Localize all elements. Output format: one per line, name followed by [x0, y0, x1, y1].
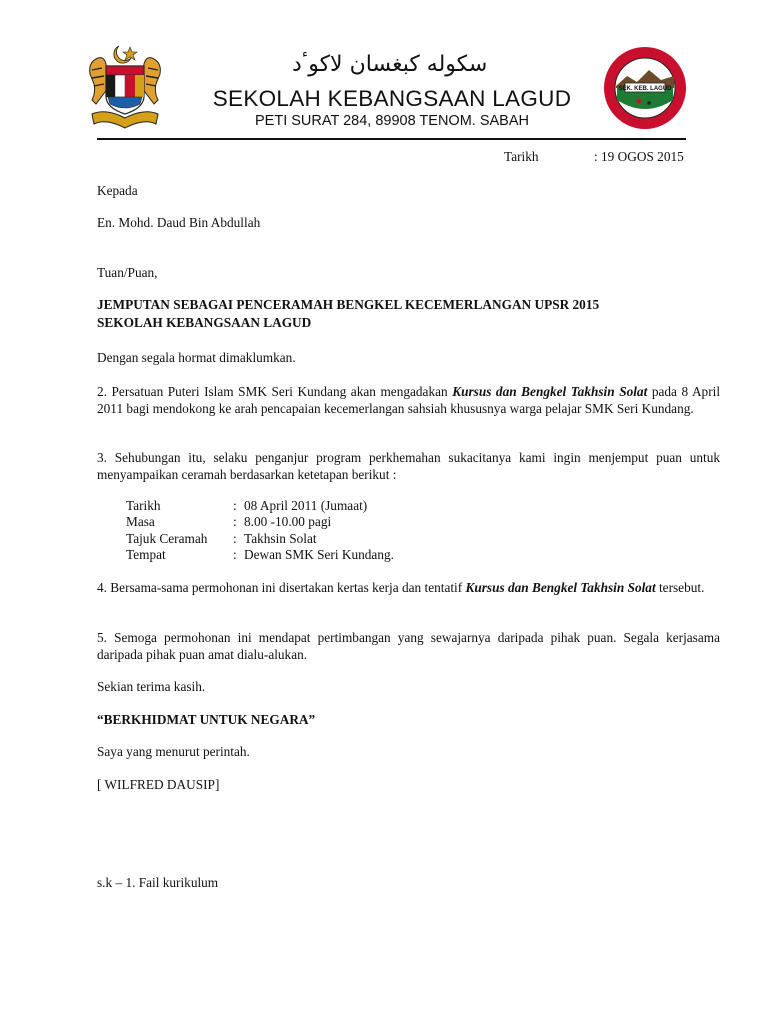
detail-colon: :: [233, 531, 237, 546]
recipient-name: En. Mohd. Daud Bin Abdullah: [97, 215, 261, 230]
school-logo: [603, 46, 687, 130]
paragraph-4-before: 4. Bersama-sama permohonan ini disertakan kertas kerja dan tentatif: [97, 580, 466, 595]
detail-colon: :: [233, 498, 237, 513]
school-name: SEKOLAH KEBANGSAAN LAGUD: [212, 86, 572, 111]
detail-colon: :: [233, 514, 237, 529]
paragraph-2-emphasis: Kursus dan Bengkel Takhsin Solat: [452, 384, 648, 399]
detail-value-venue: Dewan SMK Seri Kundang.: [244, 547, 394, 562]
subject-line-1: JEMPUTAN SEBAGAI PENCERAMAH BENGKEL KECEMERLANGAN UPSR 2015: [97, 297, 600, 312]
paragraph-4-emphasis: Kursus dan Bengkel Takhsin Solat: [465, 580, 656, 595]
paragraph-4: [97, 579, 720, 596]
recipient-to-label: Kepada: [97, 183, 138, 198]
motto: “BERKHIDMAT UNTUK NEGARA”: [97, 712, 316, 727]
school-address: PETI SURAT 284, 89908 TENOM. SABAH: [255, 113, 529, 129]
paragraph-2: [97, 383, 720, 417]
salutation: Tuan/Puan,: [97, 265, 158, 280]
paragraph-5: 5. Semoga permohonan ini mendapat pertimbangan yang sewajarnya daripada pihak puan. Segala kerjasama daripada pihak puan amat dialu-alukan.: [97, 630, 720, 662]
logo-text: SEK. KEB. LAGUD: [618, 86, 672, 92]
subject-line-2: SEKOLAH KEBANGSAAN LAGUD: [97, 315, 312, 330]
paragraph-2-before: 2. Persatuan Puteri Islam SMK Seri Kundang akan mengadakan: [97, 384, 453, 399]
date-value: : 19 OGOS 2015: [594, 149, 684, 164]
signatory: [ WILFRED DAUSIP]: [97, 777, 220, 792]
detail-label-time: Masa: [126, 514, 155, 529]
letterhead-divider: [97, 138, 686, 140]
copy-to: s.k – 1. Fail kurikulum: [97, 875, 219, 890]
detail-value-date: 08 April 2011 (Jumaat): [244, 498, 368, 513]
detail-value-topic: Takhsin Solat: [244, 531, 317, 546]
detail-label-venue: Tempat: [126, 547, 166, 562]
closing-line: Saya yang menurut perintah.: [97, 744, 250, 759]
opening-line: Dengan segala hormat dimaklumkan.: [97, 350, 296, 365]
date-label: Tarikh: [504, 149, 539, 164]
detail-value-time: 8.00 -10.00 pagi: [244, 514, 332, 529]
school-name-jawi: سكوله كبغسان لاكوٴد: [292, 52, 488, 77]
detail-label-topic: Tajuk Ceramah: [126, 531, 208, 546]
detail-colon: :: [233, 547, 237, 562]
paragraph-4-after: tersebut.: [655, 580, 705, 595]
paragraph-2-after: pada 8 April 2011 bagi mendokong ke arah pencapaian kecemerlangan sahsiah khususnya warga pelajar SMK Seri Kundang.: [97, 384, 721, 416]
detail-label-date: Tarikh: [126, 498, 161, 513]
paragraph-3: 3. Sehubungan itu, selaku penganjur program perkhemahan sukacitanya kami ingin menjemput puan untuk menyampaikan ceramah berdasarkan ketetapan berikut :: [97, 450, 720, 482]
thanks-line: Sekian terima kasih.: [97, 679, 206, 694]
